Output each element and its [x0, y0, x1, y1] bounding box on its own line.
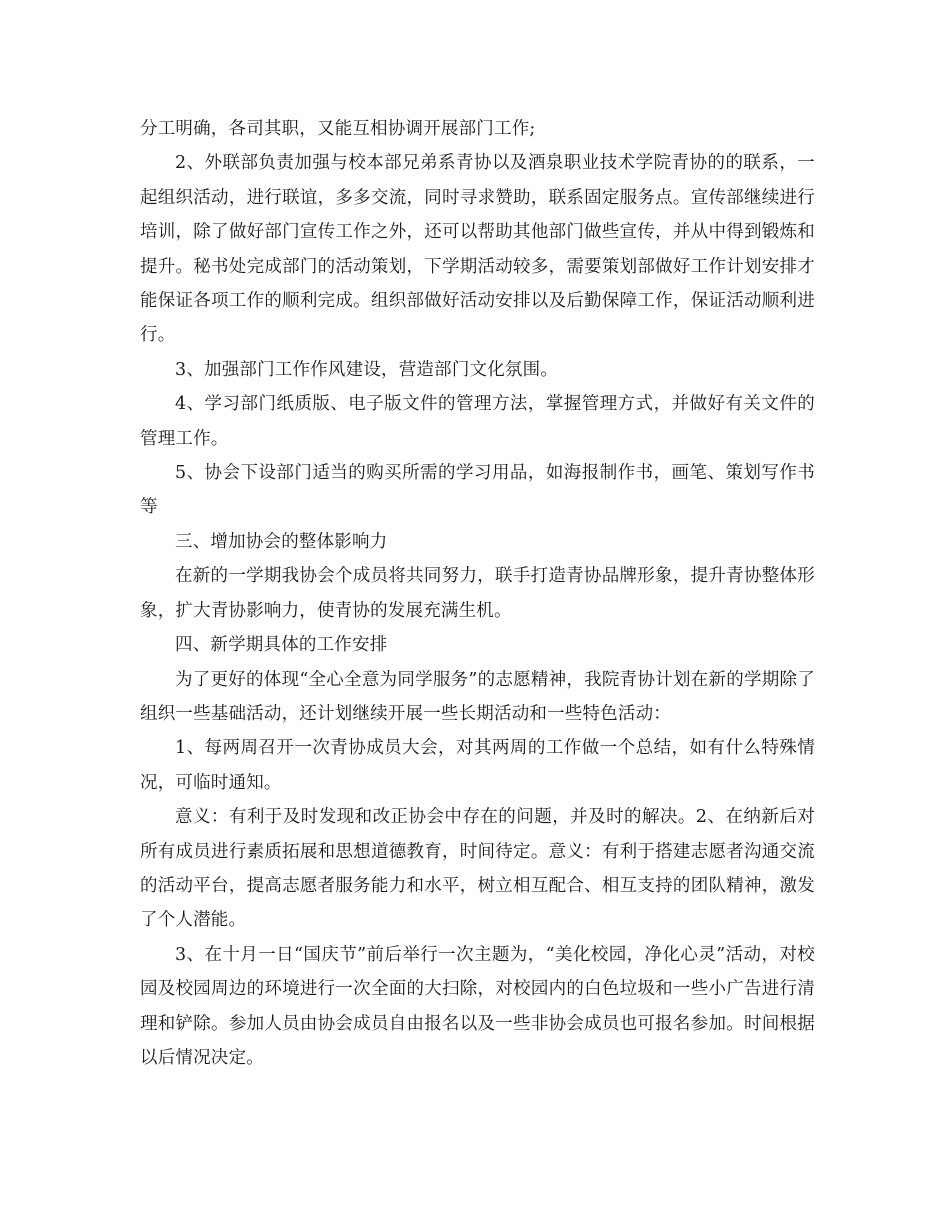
paragraph-item-5-supplies: 5、协会下设部门适当的购买所需的学习用品，如海报制作书，画笔、策划写作书等 [140, 463, 815, 518]
document-body [140, 112, 815, 1075]
paragraph-activity-1: 1、每两周召开一次青协成员大会，对其两周的工作做一个总结，如有什么特殊情况，可临时通知。 [140, 738, 815, 793]
section-heading-3: 三、增加协会的整体影响力 [175, 531, 388, 552]
paragraph-activity-3: 3、在十月一日“国庆节”前后举行一次主题为，“美化校园，净化心灵”活动，对校园及校园周边的环境进行一次全面的大扫除，对校园内的白色垃圾和一些小广告进行清理和铲除。参加人员由协会成员自由报名以及一些非协会成员也可报名参加。时间根据以后情况决定。 [140, 944, 815, 1068]
paragraph-significance: 意义：有利于及时发现和改正协会中存在的问题，并及时的解决。2、在纳新后对所有成员进行素质拓展和思想道德教育，时间待定。意义：有利于搭建志愿者沟通交流的活动平台，提高志愿者服务能力和水平，树立相互配合、相互支持的团队精神，激发了个人潜能。 [140, 807, 815, 931]
section-heading-4: 四、新学期具体的工作安排 [175, 635, 388, 656]
paragraph-item-4-files: 4、学习部门纸质版、电子版文件的管理方法，掌握管理方式，并做好有关文件的管理工作。 [140, 394, 815, 449]
paragraph-continuation: 分工明确，各司其职，又能互相协调开展部门工作; [140, 119, 536, 139]
paragraph-item-3-style: 3、加强部门工作作风建设，营造部门文化氛围。 [175, 359, 559, 380]
paragraph-item-2-liaison: 2、外联部负责加强与校本部兄弟系青协以及酒泉职业技术学院青协的的联系，一起组织活动，进行联谊，多多交流，同时寻求赞助，联系固定服务点。宣传部继续进行培训，除了做好部门宣传工作之外，还可以帮助其他部门做些宣传，并从中得到锻炼和提升。秘书处完成部门的活动策划，下学期活动较多，需要策划部做好工作计划安排才能保证各项工作的顺利完成。组织部做好活动安排以及后勤保障工作，保证活动顺利进行。 [140, 153, 815, 346]
paragraph-plan-intro: 为了更好的体现“全心全意为同学服务”的志愿精神，我院青协计划在新的学期除了组织一些基础活动，还计划继续开展一些长期活动和一些特色活动： [140, 669, 815, 724]
paragraph-influence: 在新的一学期我协会个成员将共同努力，联手打造青协品牌形象，提升青协整体形象，扩大青协影响力，使青协的发展充满生机。 [140, 566, 815, 621]
